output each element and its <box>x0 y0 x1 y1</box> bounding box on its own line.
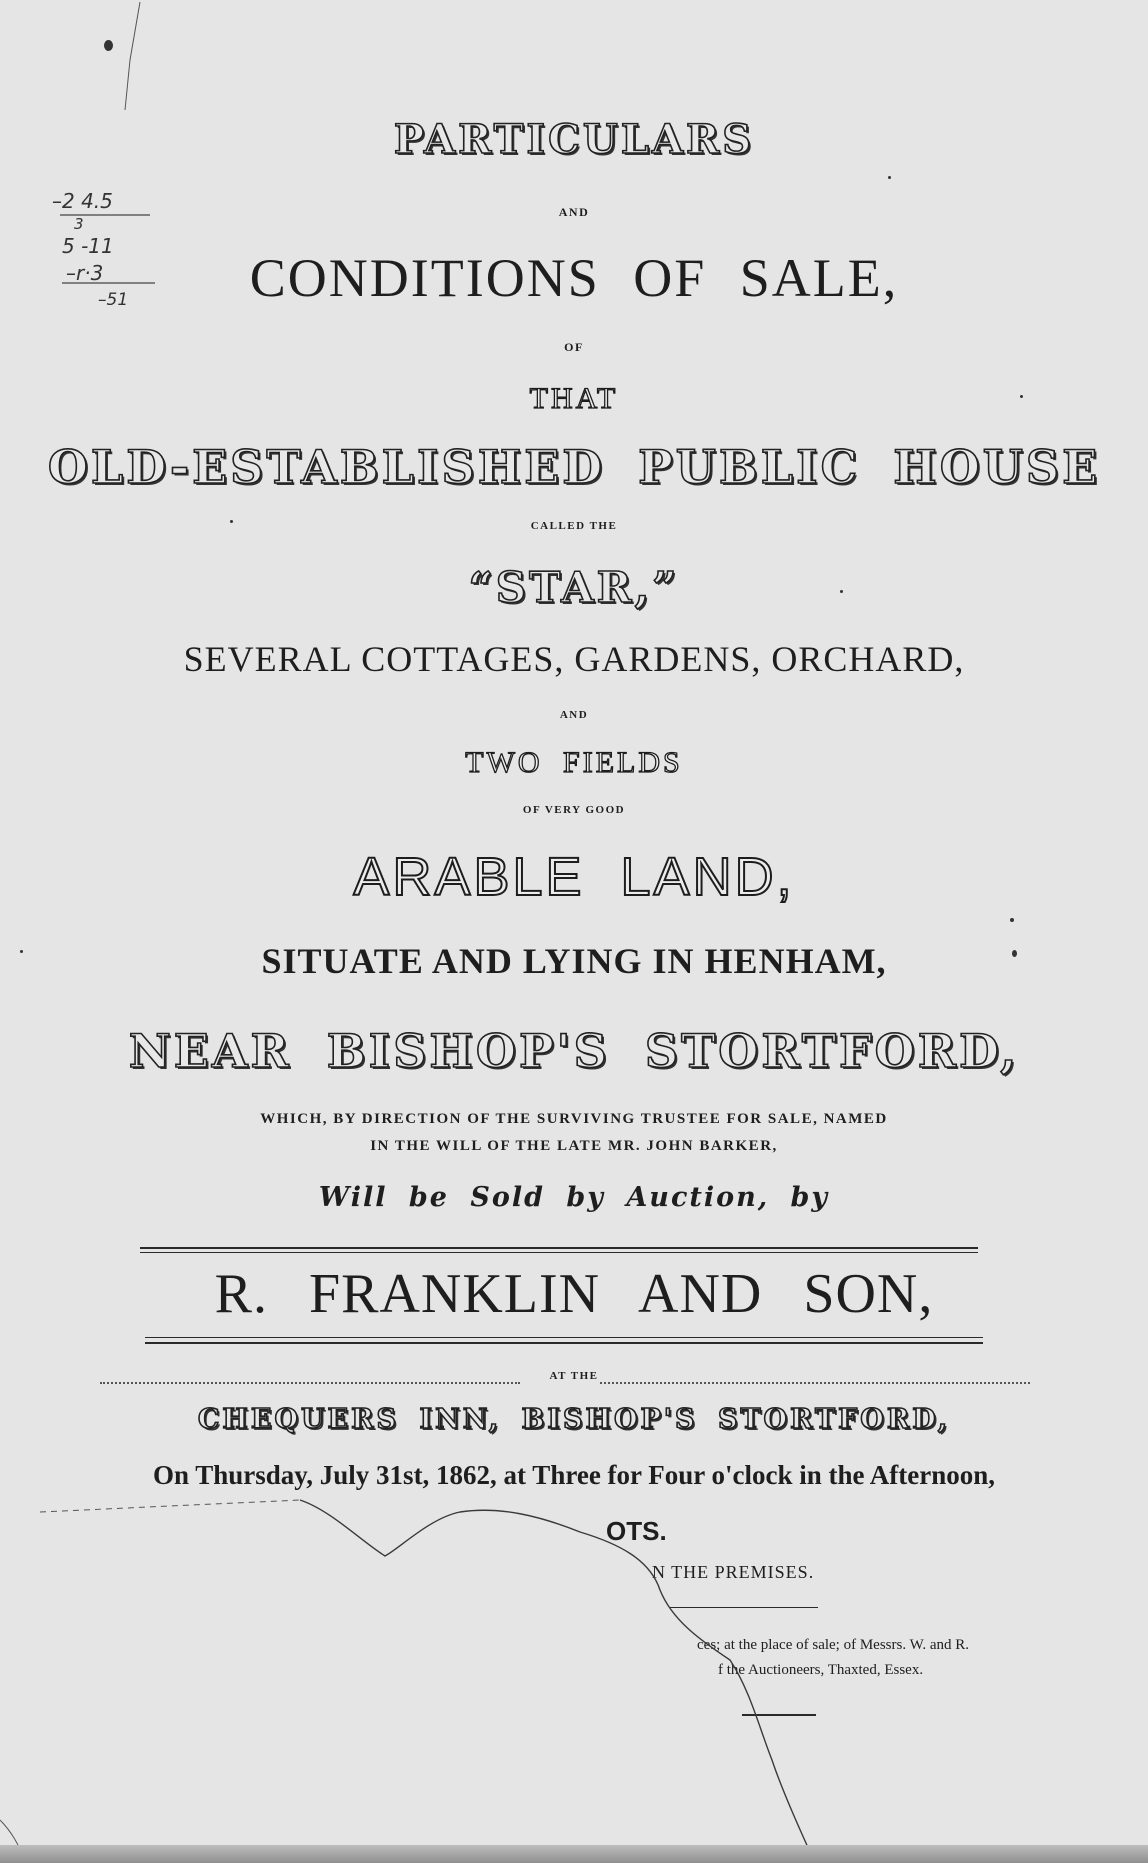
heading-cottages: SEVERAL COTTAGES, GARDENS, ORCHARD, <box>183 639 965 679</box>
fragment-premises: N THE PREMISES. <box>652 1562 815 1582</box>
heading-that: THAT <box>529 382 619 415</box>
connector-of: OF <box>564 340 584 354</box>
divider-top <box>140 1247 978 1249</box>
ink-speck <box>888 176 891 179</box>
heading-chequers-inn: CHEQUERS INN, BISHOP'S STORTFORD, <box>197 1404 951 1435</box>
divider-top-thin <box>140 1252 978 1253</box>
heading-particulars: PARTICULARS <box>393 116 755 163</box>
dotted-leader-right <box>600 1382 1030 1384</box>
connector-of-very-good: OF VERY GOOD <box>522 804 626 816</box>
text-direction-line-2: IN THE WILL OF THE LATE MR. JOHN BARKER, <box>370 1138 778 1154</box>
margin-note: –51 <box>98 290 129 310</box>
fragment-place-of-sale: ces; at the place of sale; of Messrs. W. and R. <box>697 1637 970 1653</box>
connector-and-2: AND <box>559 709 589 721</box>
scan-bottom-edge <box>0 1845 1148 1863</box>
text-will-be-sold: Will be Sold by Auction, by <box>318 1182 830 1213</box>
ink-speck <box>230 520 233 523</box>
margin-note: 5 -11 <box>62 234 114 258</box>
margin-note: 3 <box>74 215 84 233</box>
heading-arable-land: ARABLE LAND, <box>353 847 795 907</box>
divider-bottom-thin <box>145 1337 983 1338</box>
auctioneer-name: R. FRANKLIN AND SON, <box>214 1263 934 1325</box>
dotted-leader-left <box>100 1382 520 1384</box>
connector-called-the: CALLED THE <box>530 520 618 532</box>
ink-speck <box>840 590 843 593</box>
text-sale-date: On Thursday, July 31st, 1862, at Three for Four o'clock in the Afternoon, <box>152 1460 996 1490</box>
ink-speck <box>1012 950 1017 957</box>
connector-at-the: AT THE <box>549 1370 599 1382</box>
fragment-auctioneers-thaxted: f the Auctioneers, Thaxted, Essex. <box>718 1662 924 1678</box>
heading-conditions-of-sale: CONDITIONS OF SALE, <box>249 248 899 308</box>
fragment-lots: OTS. <box>606 1516 667 1546</box>
heading-star: “STAR,” <box>468 563 680 612</box>
ink-speck <box>104 40 113 51</box>
heading-two-fields: TWO FIELDS <box>465 746 683 779</box>
margin-note: –2 4.5 <box>52 189 113 213</box>
connector-and: AND <box>558 205 590 219</box>
heading-near-bishops-stortford: NEAR BISHOP'S STORTFORD, <box>128 1024 1020 1078</box>
ink-speck <box>1010 918 1014 922</box>
heading-public-house: OLD-ESTABLISHED PUBLIC HOUSE <box>47 440 1101 494</box>
fragment-rule-1 <box>670 1607 818 1608</box>
fragment-rule-2 <box>742 1714 816 1716</box>
divider-bottom <box>145 1342 983 1344</box>
text-direction-line-1: WHICH, BY DIRECTION OF THE SURVIVING TRUSTEE FOR SALE, NAMED <box>260 1111 888 1127</box>
ink-speck <box>20 950 23 953</box>
ink-speck <box>1020 395 1023 398</box>
margin-note: –r·3 <box>66 261 104 285</box>
heading-situate: SITUATE AND LYING IN HENHAM, <box>261 941 887 981</box>
